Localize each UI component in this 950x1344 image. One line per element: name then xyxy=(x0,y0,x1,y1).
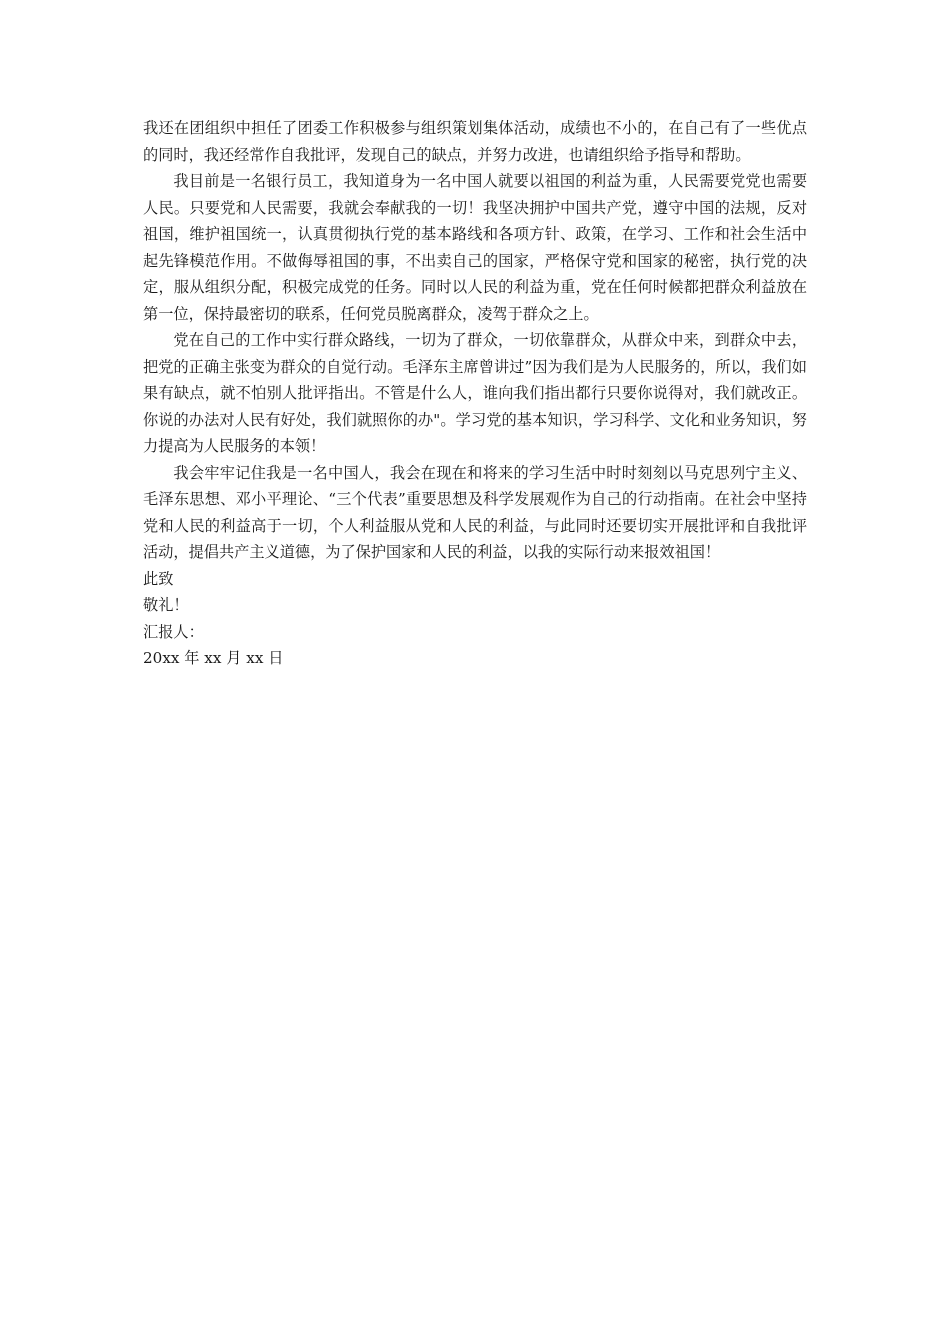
closing-text: 此致 xyxy=(143,569,174,588)
report-date: 20xx 年 xx 月 xx 日 xyxy=(143,649,284,667)
document-body xyxy=(143,115,807,672)
paragraph-continuation: 我还在团组织中担任了团委工作积极参与组织策划集体活动，成绩也不小的，在自己有了一些优点的同时，我还经常作自我批评，发现自己的缺点，并努力改进，也请组织给予指导和帮助。 xyxy=(143,119,807,164)
paragraph-commitment: 我会牢牢记住我是一名中国人，我会在现在和将来的学习生活中时时刻刻以马克思列宁主义、毛泽东思想、邓小平理论、“三个代表”重要思想及科学发展观作为自己的行动指南。在社会中坚持党和人民的利益高于一切，个人利益服从党和人民的利益，与此同时还要切实开展批评和自我批评活动，提倡共产主义道德，为了保护国家和人民的利益，以我的实际行动来报效祖国！ xyxy=(143,463,807,561)
salutation-text: 敬礼！ xyxy=(143,596,189,614)
reporter-label: 汇报人： xyxy=(143,622,204,641)
paragraph-job-duty: 我目前是一名银行员工，我知道身为一名中国人就要以祖国的利益为重，人民需要党党也需要人民。只要党和人民需要，我就会奉献我的一切！我坚决拥护中国共产党，遵守中国的法规，反对祖国，维护祖国统一，认真贯彻执行党的基本路线和各项方针、政策，在学习、工作和社会生活中起先锋模范作用。不做侮辱祖国的事，不出卖自己的国家，严格保守党和国家的秘密，执行党的决定，服从组织分配，积极完成党的任务。同时以人民的利益为重，党在任何时候都把群众利益放在第一位，保持最密切的联系，任何党员脱离群众，凌驾于群众之上。 xyxy=(143,172,807,323)
paragraph-mass-line: 党在自己的工作中实行群众路线，一切为了群众，一切依靠群众，从群众中来，到群众中去，把党的正确主张变为群众的自觉行动。毛泽东主席曾讲过”因为我们是为人民服务的，所以，我们如果有缺点，就不怕别人批评指出。不管是什么人，谁向我们指出都行只要你说得对，我们就改正。你说的办法对人民有好处，我们就照你的办"。学习党的基本知识，学习科学、文化和业务知识，努力提高为人民服务的本领！ xyxy=(143,331,807,455)
